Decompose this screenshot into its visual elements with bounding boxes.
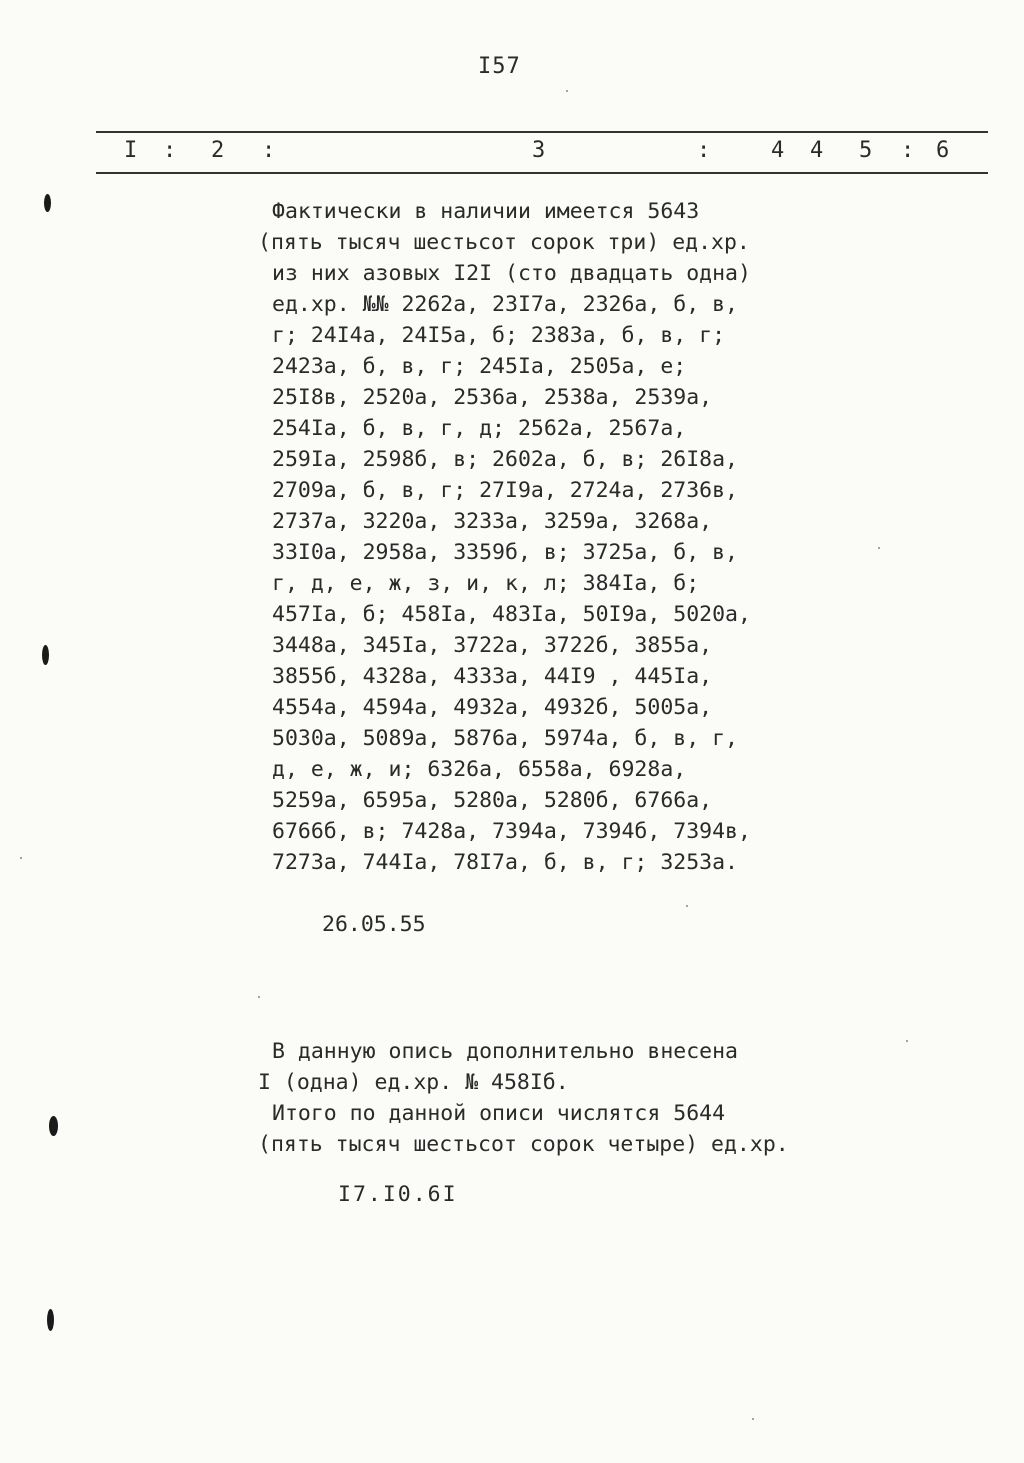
binding-hole-mark bbox=[49, 1116, 58, 1136]
header-rule-bottom bbox=[96, 172, 988, 174]
paper-speck bbox=[20, 857, 22, 859]
binding-hole-mark bbox=[42, 645, 49, 665]
column-separator: : bbox=[163, 138, 177, 163]
inventory-line: 4554а, 4594а, 4932а, 4932б, 5005а, bbox=[272, 695, 713, 720]
paper-speck bbox=[258, 996, 260, 998]
inventory-line: г, д, е, ж, з, и, к, л; 384Iа, б; bbox=[272, 571, 700, 596]
note-date: 26.05.55 bbox=[322, 912, 426, 937]
addendum-line: В данную опись дополнительно внесена bbox=[272, 1039, 738, 1064]
inventory-line: 7273а, 744Iа, 78I7а, б, в, г; 3253а. bbox=[272, 850, 738, 875]
inventory-line: из них азовых I2I (сто двадцать одна) bbox=[272, 261, 751, 286]
binding-hole-mark bbox=[47, 1309, 54, 1331]
column-header-1: I bbox=[124, 138, 138, 163]
column-header-6: 6 bbox=[936, 138, 950, 163]
inventory-line: Фактически в наличии имеется 5643 bbox=[272, 199, 700, 224]
inventory-line: д, е, ж, и; 6326а, 6558а, 6928а, bbox=[272, 757, 687, 782]
inventory-line: 259Iа, 2598б, в; 2602а, б, в; 26I8а, bbox=[272, 447, 738, 472]
inventory-line: 254Iа, б, в, г, д; 2562а, 2567а, bbox=[272, 416, 687, 441]
inventory-line: 5259а, 6595а, 5280а, 5280б, 6766а, bbox=[272, 788, 713, 813]
inventory-line: ед.хр. №№ 2262а, 23I7а, 2326а, б, в, bbox=[272, 292, 738, 317]
column-header-3: 3 bbox=[532, 138, 546, 163]
column-header-4-overtyped: 4 bbox=[810, 138, 824, 163]
paper-speck bbox=[566, 90, 568, 92]
inventory-line: 6766б, в; 7428а, 7394а, 7394б, 7394в, bbox=[272, 819, 751, 844]
inventory-line: г; 24I4а, 24I5а, б; 2383а, б, в, г; bbox=[272, 323, 726, 348]
inventory-line: 33I0а, 2958а, 3359б, в; 3725а, б, в, bbox=[272, 540, 738, 565]
paper-speck bbox=[878, 547, 880, 549]
inventory-line: 3448а, 345Iа, 3722а, 3722б, 3855а, bbox=[272, 633, 713, 658]
inventory-line: (пять тысяч шестьсот сорок три) ед.хр. bbox=[258, 230, 750, 255]
paper-speck bbox=[686, 905, 688, 907]
inventory-line: 5030а, 5089а, 5876а, 5974а, б, в, г, bbox=[272, 726, 738, 751]
addendum-line: I (одна) ед.хр. № 458Iб. bbox=[258, 1070, 569, 1095]
inventory-line: 457Iа, б; 458Iа, 483Iа, 50I9а, 5020а, bbox=[272, 602, 751, 627]
inventory-line: 3855б, 4328а, 4333а, 44I9 , 445Iа, bbox=[272, 664, 713, 689]
paper-speck bbox=[906, 1040, 908, 1042]
addendum-line: (пять тысяч шестьсот сорок четыре) ед.хр. bbox=[258, 1132, 789, 1157]
column-separator: : bbox=[901, 138, 915, 163]
paper-speck bbox=[752, 1418, 754, 1420]
inventory-line: 25I8в, 2520а, 2536а, 2538а, 2539а, bbox=[272, 385, 713, 410]
inventory-note bbox=[258, 196, 751, 878]
inventory-line: 2709а, б, в, г; 27I9а, 2724а, 2736в, bbox=[272, 478, 738, 503]
page-number: I57 bbox=[478, 54, 521, 79]
addendum-date: I7.I0.6I bbox=[338, 1182, 458, 1207]
header-rule-top bbox=[96, 131, 988, 133]
column-separator: : bbox=[262, 138, 276, 163]
binding-hole-mark bbox=[44, 194, 51, 212]
addendum-note bbox=[258, 1036, 789, 1160]
addendum-line: Итого по данной описи числятся 5644 bbox=[272, 1101, 726, 1126]
column-header-2: 2 bbox=[211, 138, 225, 163]
column-separator: : bbox=[697, 138, 711, 163]
column-header-5: 5 bbox=[859, 138, 873, 163]
inventory-line: 2423а, б, в, г; 245Iа, 2505а, е; bbox=[272, 354, 687, 379]
column-header-4: 4 bbox=[771, 138, 785, 163]
inventory-line: 2737а, 3220а, 3233а, 3259а, 3268а, bbox=[272, 509, 713, 534]
